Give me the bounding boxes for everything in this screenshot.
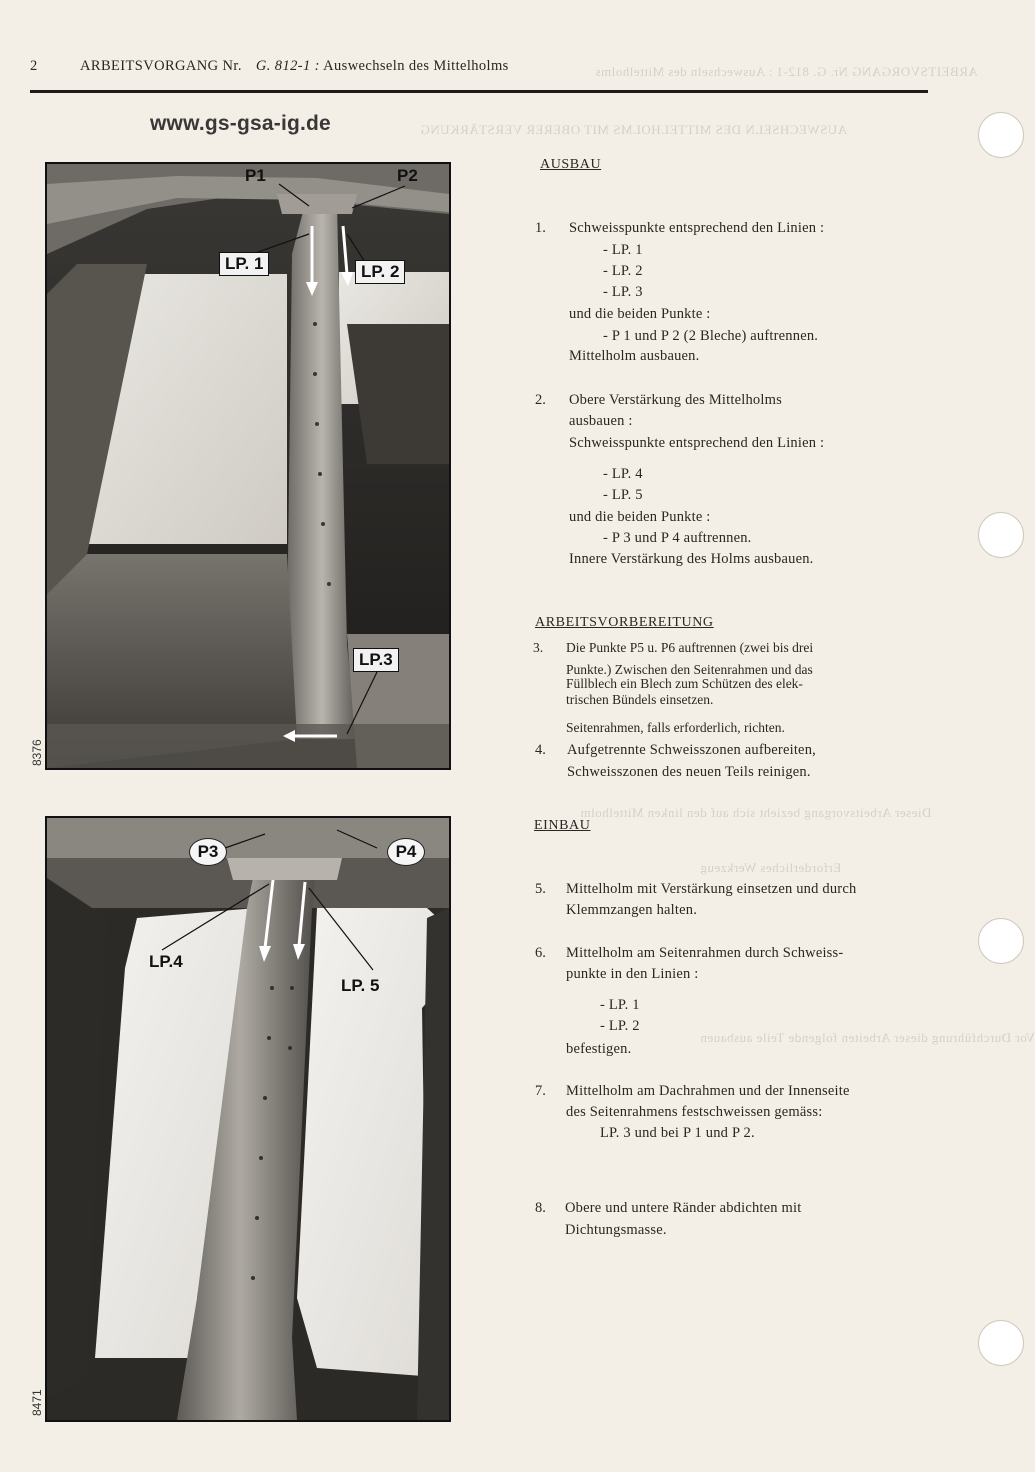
step-text: - P 3 und P 4 auftrennen. <box>603 530 752 546</box>
list-item: - LP. 5 <box>603 487 643 503</box>
callout-p4: P4 <box>387 838 425 866</box>
callout-p1: P1 <box>245 166 266 185</box>
step-text: Aufgetrennte Schweisszonen aufbereiten, <box>567 742 816 758</box>
list-item: - LP. 2 <box>603 263 643 279</box>
callout-lp5: LP. 5 <box>341 976 380 995</box>
step-text: des Seitenrahmens festschweissen gemäss: <box>566 1104 823 1120</box>
step-text: Mittelholm am Dachrahmen und der Innenseite <box>566 1083 850 1099</box>
step-text: Dichtungsmasse. <box>565 1222 667 1238</box>
callout-lp3: LP.3 <box>353 648 399 672</box>
callout-lp2: LP. 2 <box>355 260 405 284</box>
callout-p2: P2 <box>397 166 418 185</box>
list-item: - LP. 3 <box>603 284 643 300</box>
step-number: 7. <box>535 1083 546 1099</box>
procedure-code: G. 812-1 : <box>255 58 320 74</box>
step-text: punkte in den Linien : <box>566 966 699 982</box>
callout-p3: P3 <box>189 838 227 866</box>
step-text: Mittelholm am Seitenrahmen durch Schweiss- <box>566 945 844 961</box>
page-header <box>30 58 509 75</box>
step-text: Seitenrahmen, falls erforderlich, richten. <box>566 720 785 735</box>
step-text: Schweisspunkte entsprechend den Linien : <box>569 435 825 451</box>
section-heading-ausbau: AUSBAU <box>540 157 602 172</box>
list-item: - LP. 1 <box>603 242 643 258</box>
step-text: trischen Bündels einsetzen. <box>566 692 714 707</box>
website-watermark: www.gs-gsa-ig.de <box>150 112 331 135</box>
step-number: 8. <box>535 1200 546 1216</box>
procedure-title: Auswechseln des Mittelholms <box>323 58 509 74</box>
step-text: Innere Verstärkung des Holms ausbauen. <box>569 551 814 567</box>
step-text: Obere Verstärkung des Mittelholms <box>569 392 782 408</box>
step-number: 6. <box>535 945 546 961</box>
figure-1-photo <box>45 162 451 770</box>
callout-lp1: LP. 1 <box>219 252 269 276</box>
figure-2-id: 8471 <box>30 1389 44 1416</box>
step-text: LP. 3 und bei P 1 und P 2. <box>600 1125 755 1141</box>
list-item: - LP. 1 <box>600 997 640 1013</box>
figure-2-illustration <box>47 818 449 1420</box>
step-text: Füllblech ein Blech zum Schützen des elek- <box>566 676 803 691</box>
step-number: 3. <box>533 640 544 655</box>
step-text: Mittelholm ausbauen. <box>569 348 700 364</box>
step-number: 4. <box>535 742 546 758</box>
step-text: und die beiden Punkte : <box>569 306 711 322</box>
list-item: - LP. 2 <box>600 1018 640 1034</box>
step-text: Mittelholm mit Verstärkung einsetzen und durch <box>566 881 857 897</box>
step-text: Die Punkte P5 u. P6 auftrennen (zwei bis drei <box>566 640 814 655</box>
section-heading-vorbereitung: ARBEITSVORBEREITUNG <box>535 615 714 630</box>
step-text: Klemmzangen halten. <box>566 902 698 918</box>
list-item: - LP. 4 <box>603 466 643 482</box>
section-heading-einbau: EINBAU <box>534 818 591 833</box>
step-number: 1. <box>535 220 546 236</box>
step-text: Schweisszonen des neuen Teils reinigen. <box>567 764 811 780</box>
step-text: Obere und untere Ränder abdichten mit <box>565 1200 802 1216</box>
figure-1-id: 8376 <box>30 739 44 766</box>
procedure-label: ARBEITSVORGANG Nr. <box>80 58 242 74</box>
step-text: und die beiden Punkte : <box>569 509 711 525</box>
header-divider <box>30 90 928 93</box>
step-text: Punkte.) Zwischen den Seitenrahmen und das <box>566 662 813 677</box>
step-text: befestigen. <box>566 1041 632 1057</box>
page-number: 2 <box>30 58 38 74</box>
callout-lp4: LP.4 <box>149 952 183 971</box>
step-text: Schweisspunkte entsprechend den Linien : <box>569 220 825 236</box>
step-number: 2. <box>535 392 546 408</box>
step-text: ausbauen : <box>569 413 633 429</box>
figure-2-photo <box>45 816 451 1422</box>
step-text: - P 1 und P 2 (2 Bleche) auftrennen. <box>603 328 819 344</box>
step-number: 5. <box>535 881 546 897</box>
